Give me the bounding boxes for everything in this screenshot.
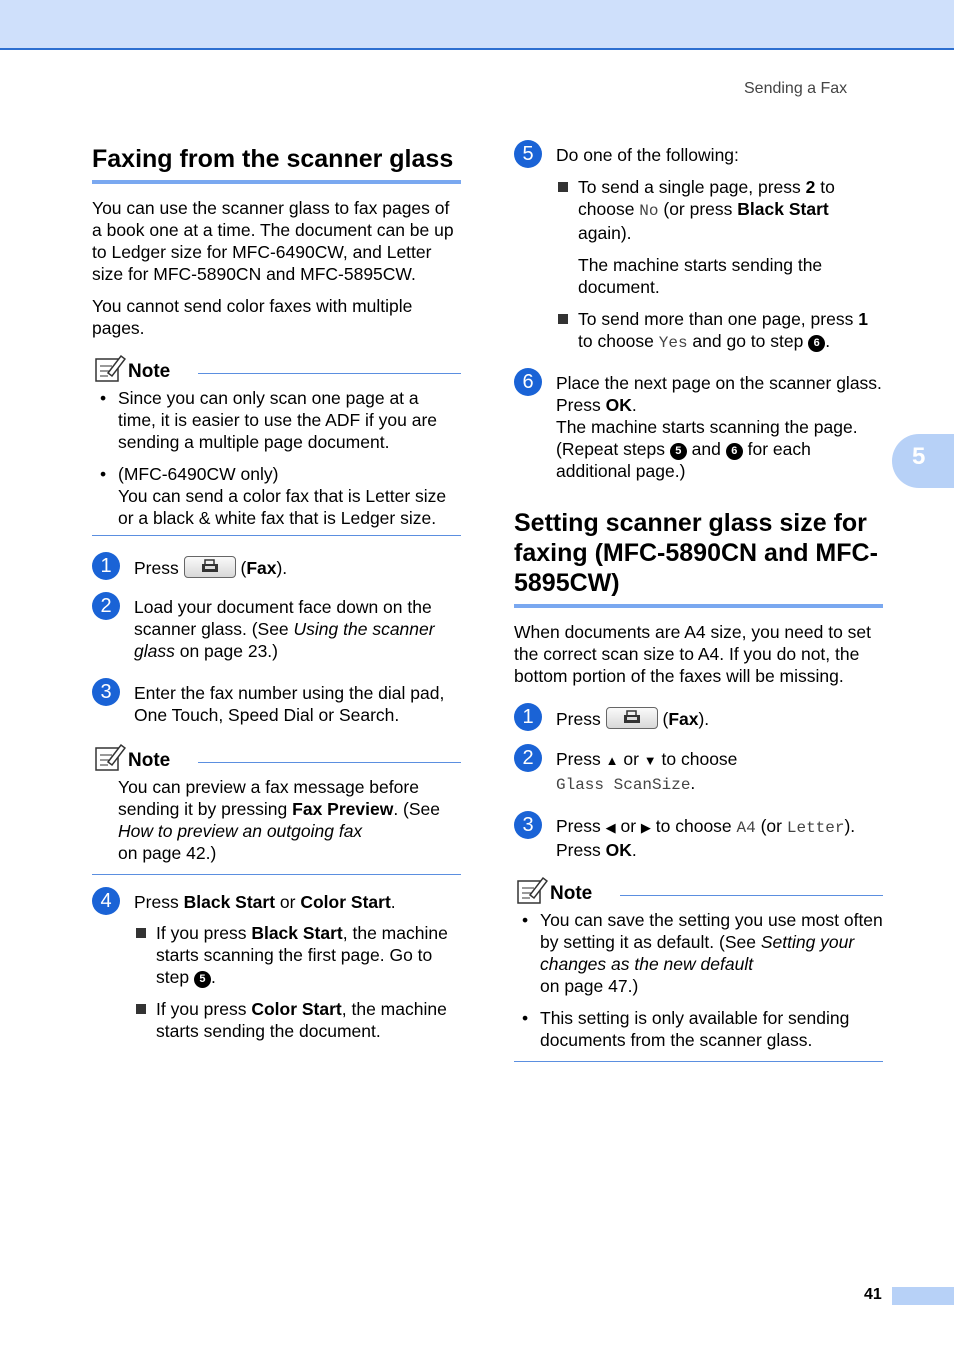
note-title: Note: [550, 883, 593, 904]
step-6: 6 Place the next page on the scanner glass. Press OK. The machine starts scanning the page. (Repeat steps 5 and 6 for each additional page.): [514, 372, 883, 482]
step-number: 6: [514, 368, 542, 396]
step-4: 4 Press Black Start or Color Start. If you press Black Start, the machine starts scanning the first page. Go to step 5 . If you press Color Start, the machine starts sending the document.: [92, 891, 461, 1042]
note-pencil-icon: [516, 875, 548, 905]
step-ref-icon: 5: [670, 443, 687, 460]
intro-paragraph: You can use the scanner glass to fax pages of a book one at a time. The document can be up to Ledger size for MFC-6490CW, and Letter size for MFC-5890CN and MFC-5895CW.: [92, 198, 454, 284]
note-bullet: • (MFC-6490CW only) You can send a color fax that is Letter size or a black & white fax that is Ledger size.: [92, 463, 461, 529]
step-number: 1: [92, 552, 120, 580]
left-arrow-icon: ◀: [605, 820, 616, 835]
fax-icon: [201, 559, 219, 573]
fax-label: Fax: [246, 558, 277, 578]
top-banner: [0, 0, 954, 50]
right-column: [514, 144, 883, 1062]
step-ref-icon: 5: [194, 971, 211, 988]
cross-reference-link[interactable]: How to preview an outgoing fax: [118, 821, 363, 841]
step-3: 3 Enter the fax number using the dial pad, One Touch, Speed Dial or Search.: [92, 682, 461, 726]
intro-paragraph: When documents are A4 size, you need to set the correct scan size to A4. If you do not, the bottom portion of the faxes will be missing.: [514, 622, 872, 686]
note-bottom-rule: [92, 535, 461, 536]
note-box: [514, 875, 883, 1062]
fax-button[interactable]: [184, 556, 236, 578]
note-rule: [620, 895, 883, 896]
note-bullet: • Since you can only scan one page at a time, it is easier to use the ADF if you are sending a multiple page document.: [92, 387, 461, 453]
down-arrow-icon: ▼: [643, 753, 657, 768]
sub-item: If you press Black Start, the machine starts scanning the first page. Go to step 5 .: [134, 922, 461, 988]
note-bottom-rule: [514, 1061, 883, 1062]
up-arrow-icon: ▲: [605, 753, 619, 768]
left-column: [92, 144, 461, 1042]
section-heading: Setting scanner glass size for faxing (MFC-5890CN and MFC-5895CW): [514, 509, 878, 597]
note-title: Note: [128, 361, 171, 382]
note-rule: [198, 762, 461, 763]
step-number: 2: [514, 744, 542, 772]
chapter-number: 5: [912, 443, 926, 470]
right-arrow-icon: ▶: [640, 820, 651, 835]
fax-icon: [623, 710, 641, 724]
step-2: 2 Load your document face down on the scanner glass. (See Using the scanner glass on page 23.): [92, 596, 461, 662]
cross-reference-link[interactable]: Setting your changes as the new default: [540, 932, 855, 974]
note-bullet: • This setting is only available for sending documents from the scanner glass.: [514, 1007, 883, 1051]
step-1: 1 Press (Fax).: [514, 707, 883, 730]
sub-item: To send more than one page, press 1 to choose Yes and go to step 6 .: [556, 308, 883, 354]
heading-rule: [92, 180, 461, 184]
note-box: [92, 353, 461, 536]
page-number-bar: [892, 1287, 954, 1305]
cross-reference-link[interactable]: Using the scanner glass: [134, 619, 435, 661]
step-1: 1 Press (Fax).: [92, 556, 461, 579]
note-pencil-icon: [94, 742, 126, 772]
color-fax-paragraph: You cannot send color faxes with multiple pages.: [92, 296, 413, 338]
chapter-tab: [892, 434, 954, 488]
heading-rule: [514, 604, 883, 608]
step-2: 2 Press ▲ or ▼ to choose Glass ScanSize.: [514, 748, 883, 796]
note-text: You can preview a fax message before sending it by pressing Fax Preview. (See How to preview an outgoing fax on page 42.): [118, 777, 441, 863]
fax-label: Fax: [668, 709, 699, 729]
sub-item: If you press Color Start, the machine starts sending the document.: [134, 998, 461, 1042]
sub-item-followup: The machine starts sending the document.: [578, 255, 823, 297]
step-number: 3: [92, 678, 120, 706]
note-title: Note: [128, 750, 171, 771]
fax-button[interactable]: [606, 707, 658, 729]
menu-setting: Glass ScanSize: [556, 776, 691, 794]
step-5: 5 Do one of the following: To send a single page, press 2 to choose No (or press Black Start again). The machine starts sending the document. To send more than one page, press 1 to choose Yes and go to step 6 .: [514, 144, 883, 354]
step-number: 4: [92, 887, 120, 915]
sub-item: To send a single page, press 2 to choose No (or press Black Start again). The machine starts sending the document.: [556, 176, 883, 298]
step-number: 3: [514, 811, 542, 839]
step-number: 1: [514, 703, 542, 731]
page-number: 41: [864, 1286, 882, 1303]
step-number: 5: [514, 140, 542, 168]
note-rule: [198, 373, 461, 374]
step-3: 3 Press ◀ or ▶ to choose A4 (or Letter). Press OK.: [514, 815, 883, 861]
note-bullet: • You can save the setting you use most often by setting it as default. (See Setting your changes as the new default on page 47.): [514, 909, 883, 997]
note-bottom-rule: [92, 874, 461, 875]
note-box: [92, 742, 461, 875]
note-pencil-icon: [94, 353, 126, 383]
step-ref-icon: 6: [808, 335, 825, 352]
step-ref-icon: 6: [726, 443, 743, 460]
section-title: Sending a Fax: [744, 80, 848, 97]
section-heading: Faxing from the scanner glass: [92, 145, 454, 173]
step-number: 2: [92, 592, 120, 620]
